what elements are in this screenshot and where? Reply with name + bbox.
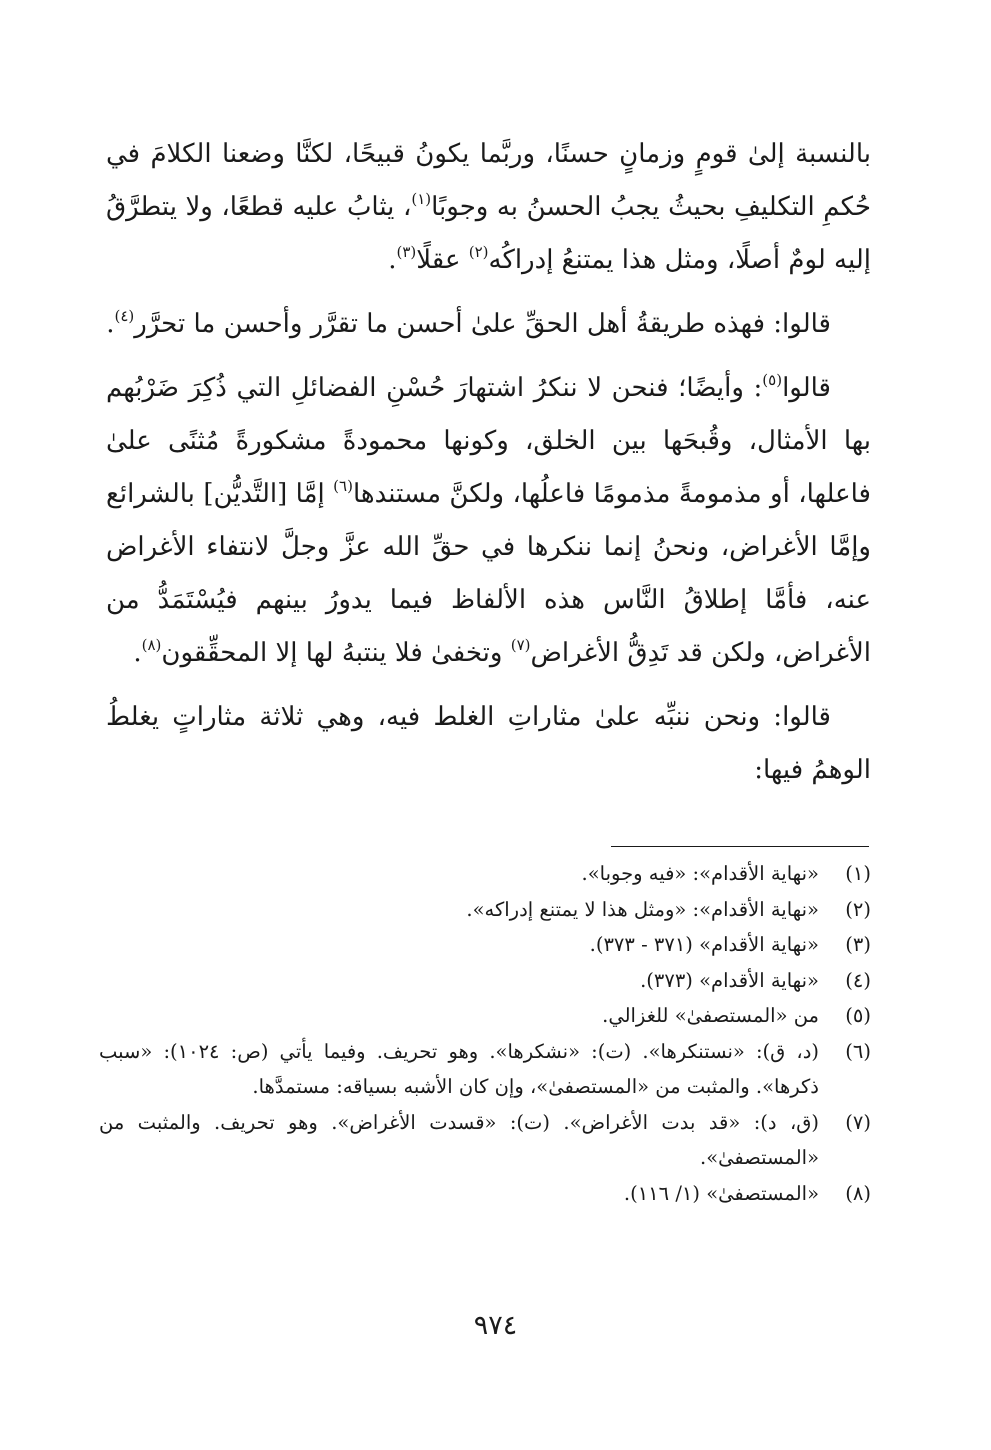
footnote-text: (ق، د): «قد بدت الأغراض». (ت): «قسدت الأغراض». وهو تحريف. والمثبت من «المستصفىٰ». xyxy=(99,1110,819,1169)
footnote-marker-4[interactable]: (٤) xyxy=(114,307,135,325)
footnote-number: (١) xyxy=(845,862,871,885)
main-text xyxy=(106,128,871,797)
footnote-text: من «المستصفىٰ» للغزالي. xyxy=(602,1004,819,1027)
footnote-number: (٨) xyxy=(845,1181,871,1205)
footnote-marker-5[interactable]: (٥) xyxy=(762,371,783,389)
paragraph-1: بالنسبة إلىٰ قومٍ وزمانٍ حسنًا، وربَّما يكونُ قبيحًا، لكنَّا وضعنا الكلامَ في حُكمِ التكليفِ بحيثُ يجبُ الحسنُ به وجوبًا$^{(١)}$، يثابُ عليه قطعًا، ولا يتطرَّقُ إليه لومٌ أصلًا، ومثل هذا يمتنعُ إدراكُه$^{(٢)}$ عقلًا$^{(٣)}$. xyxy=(106,139,871,275)
footnote-marker-6[interactable]: (٦) xyxy=(333,477,353,495)
footnote-number: (٧) xyxy=(845,1110,871,1134)
footnote-7 xyxy=(99,1105,871,1176)
paragraph-4: قالوا: ونحن ننبِّه علىٰ مثاراتِ الغلط فيه، وهي ثلاثة مثاراتٍ يغلطُ الوهمُ فيها: xyxy=(106,702,871,785)
footnote-marker-3[interactable]: (٣) xyxy=(396,243,417,261)
footnote-2 xyxy=(99,892,871,928)
paragraph-3: قالوا$^{(٥)}$: وأيضًا؛ فنحن لا ننكرُ اشتهارَ حُسْنِ الفضائلِ التي ذُكِرَ ضَرْبُهم بها الأمثال، وقُبحَها بين الخلق، وكونها محمودةً مشكورةً مُثنًى علىٰ فاعلها، أو مذمومةً مذمومًا فاعلُها، ولكنَّ مستندها$^{(٦)}$ إمَّا [التَّديُّن] بالشرائع وإمَّا الأغراض، ونحنُ إنما ننكرها في حقِّ الله عزَّ وجلَّ لانتفاء الأغراض عنه، فأمَّا إطلاقُ النَّاس هذه الألفاظ فيما يدورُ بينهم فيُسْتَمَدُّ من الأغراض، ولكن قد تَدِقُّ الأغراض$^{(٧)}$ وتخفىٰ فلا ينتبهُ لها إلا المحقِّقون$^{(٨)}$. xyxy=(106,371,871,668)
footnote-number: (٢) xyxy=(845,897,871,921)
footnote-number: (٥) xyxy=(845,1004,871,1027)
footnote-5 xyxy=(99,998,871,1034)
footnote-number: (٤) xyxy=(845,968,871,992)
footnote-text: «نهاية الأقدام»: «ومثل هذا لا يمتنع إدراكه». xyxy=(466,897,819,921)
footnote-6 xyxy=(99,1034,871,1105)
footnote-number: (٦) xyxy=(845,1039,871,1063)
footnote-marker-2[interactable]: (٢) xyxy=(468,243,489,261)
footnote-text: «نهاية الأقدام» (٣٧١ - ٣٧٣). xyxy=(589,933,819,956)
footnote-text: «نهاية الأقدام»: «فيه وجوبا». xyxy=(581,862,819,885)
footnotes-section xyxy=(99,856,871,1211)
footnote-text: (د، ق): «نستنكرها». (ت): «نشكرها». وهو تحريف. وفيما يأتي (ص: ١٠٢٤): «سبب ذكرها». والمثبت من «المستصفىٰ»، وإن كان الأشبه بسياقه: مستمدَّها. xyxy=(99,1039,819,1098)
footnote-number: (٣) xyxy=(845,933,871,956)
footnote-marker-7[interactable]: (٧) xyxy=(510,636,531,654)
footnote-8 xyxy=(99,1176,871,1212)
paragraph-2: قالوا: فهذه طريقةُ أهل الحقِّ علىٰ أحسن ما تقرَّر وأحسن ما تحرَّر$^{(٤)}$. xyxy=(106,307,831,339)
footnote-text: «نهاية الأقدام» (٣٧٣). xyxy=(640,968,819,992)
footnote-text: «المستصفىٰ» (١/ ١١٦). xyxy=(623,1181,819,1205)
footnote-marker-1[interactable]: (١) xyxy=(411,190,432,208)
footnote-3 xyxy=(99,927,871,963)
page-number: ٩٧٤ xyxy=(473,1310,518,1341)
footnote-4 xyxy=(99,963,871,999)
footnote-marker-8[interactable]: (٨) xyxy=(141,636,162,654)
footnote-1 xyxy=(99,856,871,892)
footnote-divider xyxy=(611,846,869,847)
